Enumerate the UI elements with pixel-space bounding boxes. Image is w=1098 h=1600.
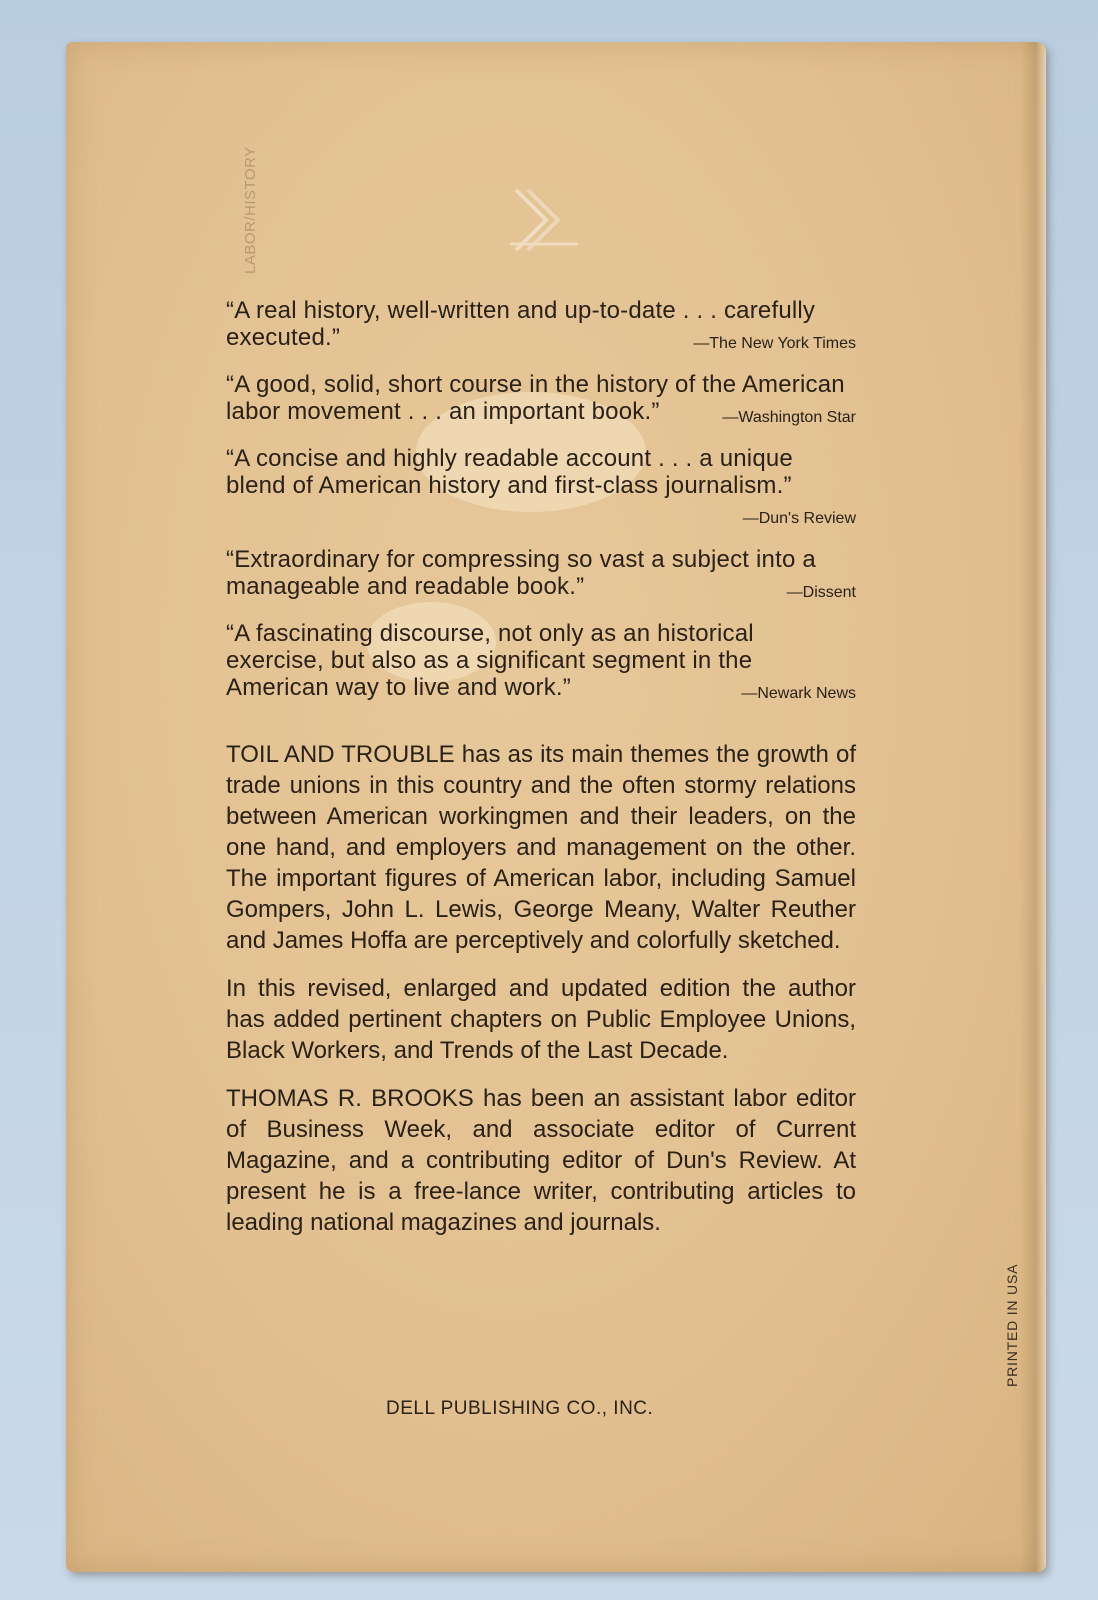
publisher-name: DELL PUBLISHING CO., INC.: [386, 1398, 654, 1419]
review-quote: [226, 620, 856, 707]
quote-source: —Dun's Review: [742, 510, 856, 527]
quote-text: “A fascinating discourse, not only as an historical exercise, but also as a significant segment in the American way to live and work.”: [226, 620, 754, 701]
quote-source: —Newark News: [741, 685, 856, 702]
quote-source: —Washington Star: [722, 409, 856, 426]
book-description: [226, 739, 856, 1255]
quote-text: “A good, solid, short course in the history of the American labor movement . . . an important book.”: [226, 371, 845, 425]
quote-text: “A concise and highly readable account . . . a unique blend of American history and first-class journalism.”: [226, 445, 793, 499]
book-page-edge: [1020, 42, 1046, 1572]
review-quote: [226, 297, 856, 357]
review-quote: [226, 371, 856, 431]
review-quote: [226, 445, 856, 532]
quote-text: “Extraordinary for compressing so vast a subject into a manageable and readable book.”: [226, 546, 816, 600]
book-back-cover: [66, 42, 1046, 1572]
author-bio-paragraph: THOMAS R. BROOKS has been an assistant labor editor of Business Week, and associate editor of Current Magazine, and a contributing editor of Dun's Review. At present he is a free-lance writer, contributing articles to leading national magazines and journals.: [226, 1085, 856, 1236]
publisher-logo-icon: [506, 182, 586, 252]
review-quotes: [226, 297, 856, 721]
quote-source: —Dissent: [786, 584, 856, 601]
printed-in-label: PRINTED IN USA: [1004, 1263, 1020, 1387]
genre-label: LABOR/HISTORY: [242, 146, 259, 274]
description-paragraph: TOIL AND TROUBLE has as its main themes the growth of trade unions in this country and the often stormy relations between American workingmen and their leaders, on the one hand, and employers and management on the other. The important figures of American labor, including Samuel Gompers, John L. Lewis, George Meany, Walter Reuther and James Hoffa are perceptively and colorfully sketched.: [226, 741, 856, 954]
description-paragraph: In this revised, enlarged and updated edition the author has added pertinent chapters on Public Employee Unions, Black Workers, and Trends of the Last Decade.: [226, 975, 856, 1064]
quote-text: “A real history, well-written and up-to-date . . . carefully executed.”: [226, 297, 816, 351]
quote-source: —The New York Times: [693, 335, 856, 352]
review-quote: [226, 546, 856, 606]
